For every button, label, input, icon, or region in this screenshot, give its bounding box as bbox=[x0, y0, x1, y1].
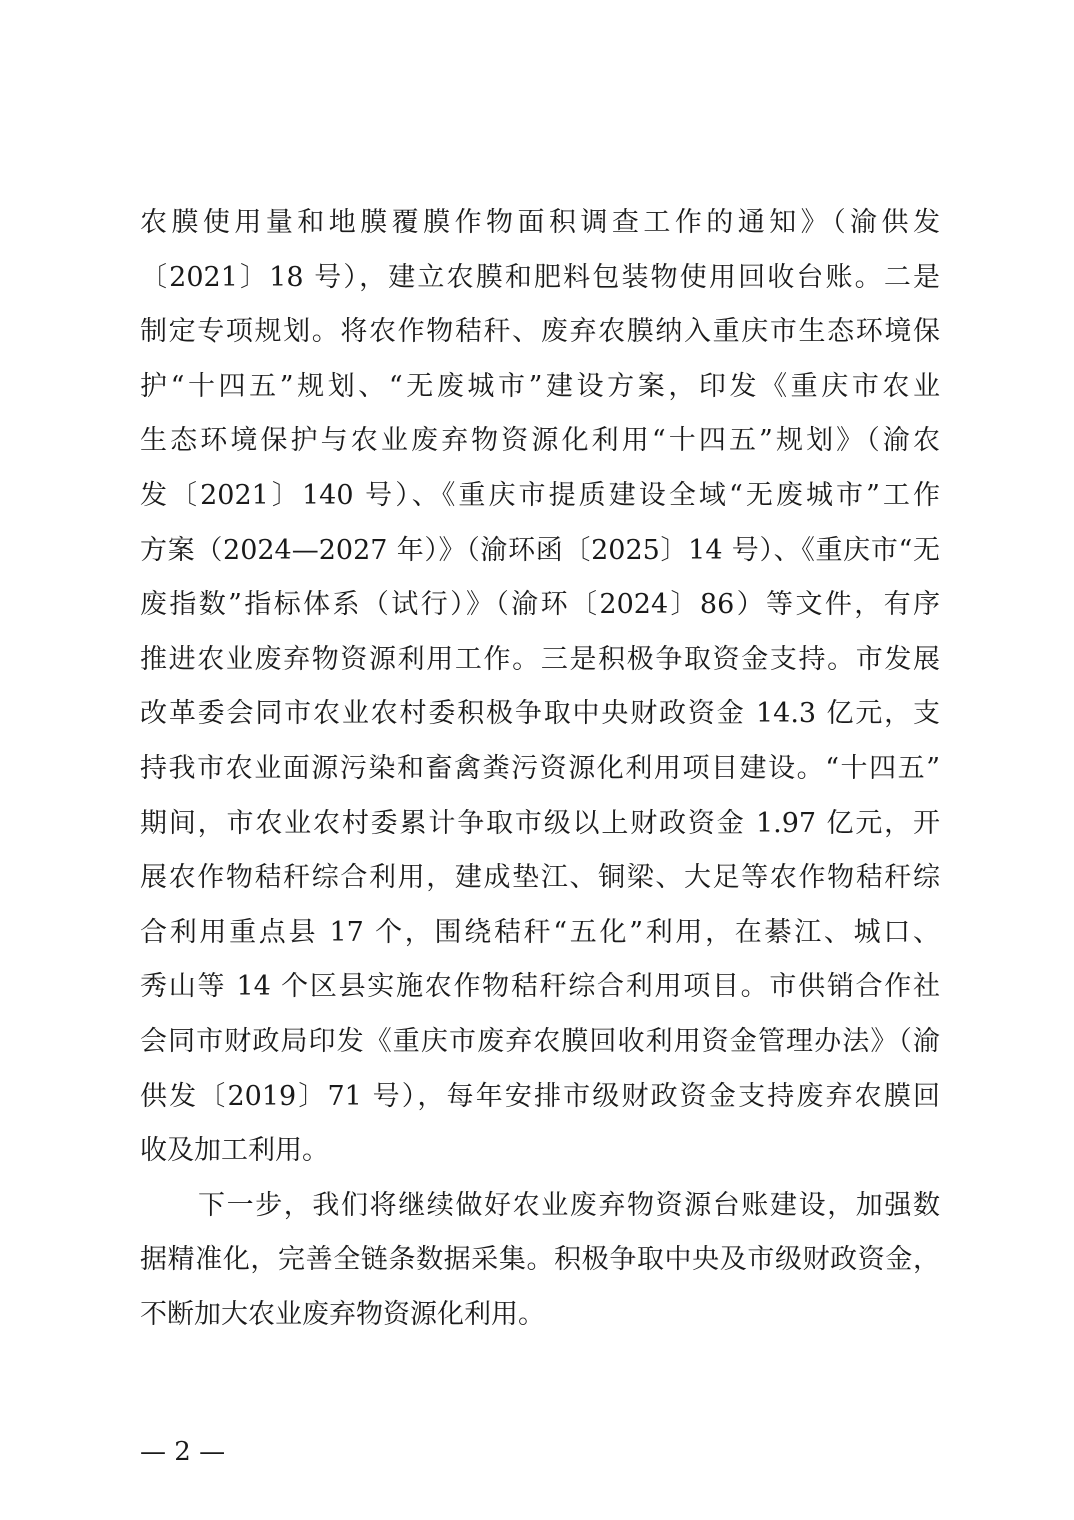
text-line: 据精准化，完善全链条数据采集。积极争取中央及市级财政资金， bbox=[140, 1244, 940, 1276]
text-line: 推进农业废弃物资源利用工作。三是积极争取资金支持。市发展 bbox=[140, 643, 940, 675]
text-line: 展农作物秸秆综合利用，建成垫江、铜梁、大足等农作物秸秆综 bbox=[140, 862, 940, 894]
body-text bbox=[140, 196, 940, 1342]
text-line: 改革委会同市农业农村委积极争取中央财政资金 14.3 亿元，支 bbox=[140, 698, 940, 730]
text-line: 持我市农业面源污染和畜禽粪污资源化利用项目建设。“十四五” bbox=[140, 752, 940, 784]
text-line: 农膜使用量和地膜覆膜作物面积调查工作的通知》（渝供发 bbox=[140, 207, 940, 238]
text-line: 方案（2024—2027 年）》（渝环函〔2025〕14 号）、《重庆市“无 bbox=[140, 534, 940, 566]
text-line: 合利用重点县 17 个，围绕秸秆“五化”利用，在綦江、城口、 bbox=[140, 916, 940, 948]
text-line: 收及加工利用。 bbox=[140, 1135, 329, 1167]
text-line: 秀山等 14 个区县实施农作物秸秆综合利用项目。市供销合作社 bbox=[140, 971, 940, 1003]
text-line: 下一步，我们将继续做好农业废弃物资源台账建设，加强数 bbox=[198, 1189, 940, 1221]
text-line: 期间，市农业农村委累计争取市级以上财政资金 1.97 亿元，开 bbox=[140, 807, 940, 839]
page-number: — 2 — bbox=[140, 1437, 226, 1467]
text-line: 不断加大农业废弃物资源化利用。 bbox=[140, 1298, 545, 1330]
text-line: 发〔2021〕140 号）、《重庆市提质建设全域“无废城市”工作 bbox=[140, 479, 940, 511]
text-line: 护“十四五”规划、“无废城市”建设方案，印发《重庆市农业 bbox=[140, 370, 940, 402]
text-line: 废指数”指标体系（试行）》（渝环〔2024〕86）等文件，有序 bbox=[140, 589, 940, 621]
text-line: 会同市财政局印发《重庆市废弃农膜回收利用资金管理办法》（渝 bbox=[140, 1025, 940, 1057]
text-line: 供发〔2019〕71 号），每年安排市级财政资金支持废弃农膜回 bbox=[140, 1080, 940, 1112]
text-line: 制定专项规划。将农作物秸秆、废弃农膜纳入重庆市生态环境保 bbox=[140, 316, 940, 348]
text-line: 生态环境保护与农业废弃物资源化利用“十四五”规划》（渝农 bbox=[140, 425, 940, 457]
text-line: 〔2021〕18 号），建立农膜和肥料包装物使用回收台账。二是 bbox=[140, 261, 940, 293]
